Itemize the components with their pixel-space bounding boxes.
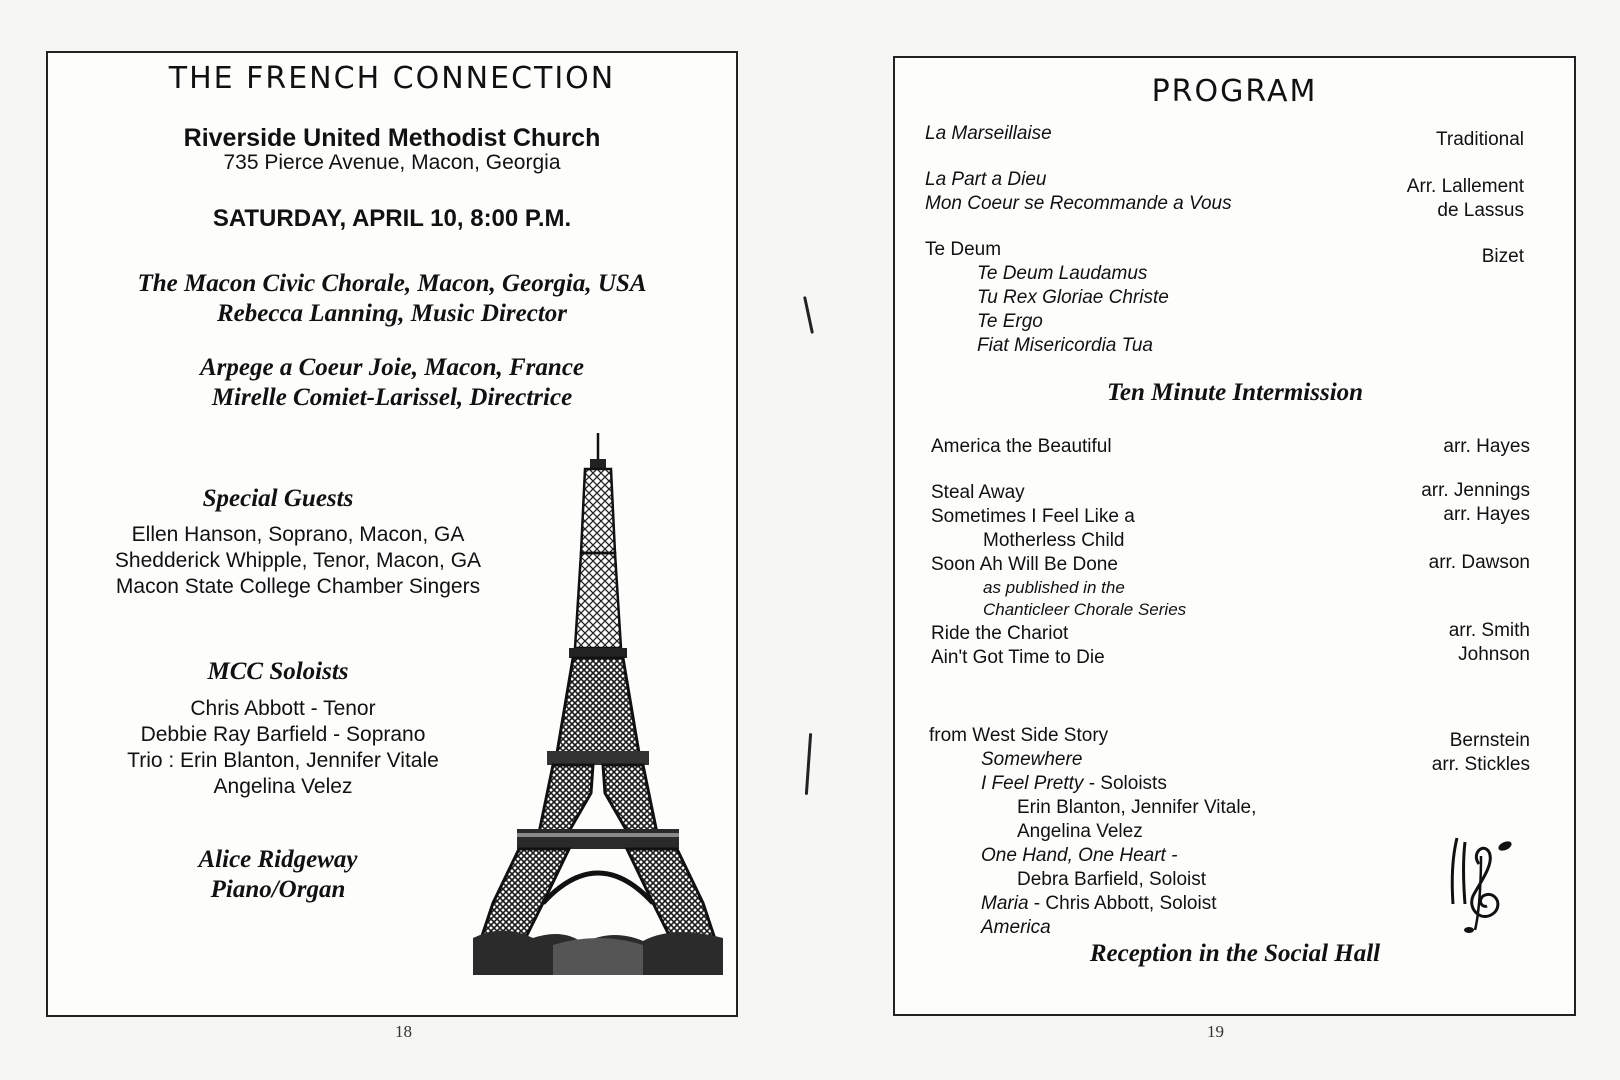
program-item: Mon Coeur se Recommande a Vous <box>925 193 1232 214</box>
program-movement: Te Ergo <box>977 311 1043 332</box>
program-movement: Te Deum Laudamus <box>977 263 1148 284</box>
program-composer: Arr. Lallement <box>1406 176 1524 197</box>
program-item: Motherless Child <box>983 530 1125 551</box>
soloist-3: Trio : Erin Blanton, Jennifer Vitale <box>127 749 439 772</box>
program-movement: Tu Rex Gloriae Christe <box>977 287 1169 308</box>
program-item: Ride the Chariot <box>931 623 1069 644</box>
program-item: Steal Away <box>931 482 1025 503</box>
program-composer: arr. Smith <box>1448 620 1530 641</box>
program-item: Soon Ah Will Be Done <box>931 554 1118 575</box>
program-item: La Marseillaise <box>925 123 1052 144</box>
song-title: I Feel Pretty <box>981 773 1084 794</box>
program-item: Ain't Got Time to Die <box>931 647 1105 668</box>
program-movement <box>981 772 1167 796</box>
accompanist-role: Piano/Organ <box>210 876 346 903</box>
program-composer: arr. Hayes <box>1443 436 1530 457</box>
program-item: Sometimes I Feel Like a <box>931 506 1135 527</box>
page-number-right: 19 <box>1207 1022 1224 1041</box>
eiffel-tower-icon <box>473 433 723 975</box>
program-movement: Somewhere <box>981 749 1083 770</box>
program-note: Chanticleer Chorale Series <box>983 600 1187 619</box>
program-title: PROGRAM <box>1151 74 1318 109</box>
venue-name: Riverside United Methodist Church <box>183 124 601 152</box>
program-performers: Debra Barfield, Soloist <box>1017 869 1207 890</box>
program-performers: Angelina Velez <box>1017 821 1143 842</box>
chorale-name: The Macon Civic Chorale, Macon, Georgia, USA <box>137 270 647 297</box>
program-item: Te Deum <box>925 239 1002 260</box>
program-composer: de Lassus <box>1437 200 1524 221</box>
guest-2: Shedderick Whipple, Tenor, Macon, GA <box>114 549 482 572</box>
reception-note: Reception in the Social Hall <box>1089 940 1381 967</box>
event-date: SATURDAY, APRIL 10, 8:00 P.M. <box>212 205 572 232</box>
venue-address: 735 Pierce Avenue, Macon, Georgia <box>223 151 561 174</box>
program-item: America the Beautiful <box>931 436 1112 457</box>
program-composer: Bizet <box>1481 246 1524 267</box>
french-chorale-director: Mirelle Comiet-Larissel, Directrice <box>211 384 573 411</box>
soloist-2: Debbie Ray Barfield - Soprano <box>140 723 426 746</box>
binding-staple-bottom <box>805 733 812 795</box>
song-performers: - Soloists <box>1083 773 1167 794</box>
treble-clef-icon <box>1443 834 1515 934</box>
intermission-heading: Ten Minute Intermission <box>1106 379 1364 406</box>
program-movement <box>981 892 1216 916</box>
right-program-page <box>893 56 1576 1016</box>
program-note: as published in the <box>983 578 1125 597</box>
program-movement: One Hand, One Heart - <box>981 845 1178 866</box>
guests-heading: Special Guests <box>202 485 354 512</box>
program-composer: Bernstein <box>1449 730 1530 751</box>
left-program-page <box>46 51 738 1017</box>
song-performers: - Chris Abbott, Soloist <box>1028 893 1217 914</box>
guest-3: Macon State College Chamber Singers <box>115 575 481 598</box>
program-composer: arr. Stickles <box>1431 754 1530 775</box>
program-performers: Erin Blanton, Jennifer Vitale, <box>1017 797 1257 818</box>
program-composer: arr. Dawson <box>1428 552 1530 573</box>
soloists-heading: MCC Soloists <box>207 658 349 685</box>
page-number-left: 18 <box>395 1022 412 1041</box>
soloist-4: Angelina Velez <box>213 775 353 798</box>
program-item: from West Side Story <box>929 725 1109 746</box>
program-movement: America <box>981 917 1051 938</box>
french-chorale-name: Arpege a Coeur Joie, Macon, France <box>199 354 585 381</box>
chorale-director: Rebecca Lanning, Music Director <box>217 300 567 327</box>
program-item: La Part a Dieu <box>925 169 1047 190</box>
program-movement: Fiat Misericordia Tua <box>977 335 1153 356</box>
program-composer: Johnson <box>1458 644 1530 665</box>
soloist-1: Chris Abbott - Tenor <box>190 697 376 720</box>
page-title: THE FRENCH CONNECTION <box>168 61 616 96</box>
program-composer: arr. Hayes <box>1443 504 1530 525</box>
accompanist-name: Alice Ridgeway <box>198 846 358 873</box>
program-composer: arr. Jennings <box>1421 480 1530 501</box>
binding-staple-top <box>803 296 814 334</box>
program-composer: Traditional <box>1435 129 1524 150</box>
song-title: Maria <box>981 893 1029 914</box>
guest-1: Ellen Hanson, Soprano, Macon, GA <box>131 523 465 546</box>
